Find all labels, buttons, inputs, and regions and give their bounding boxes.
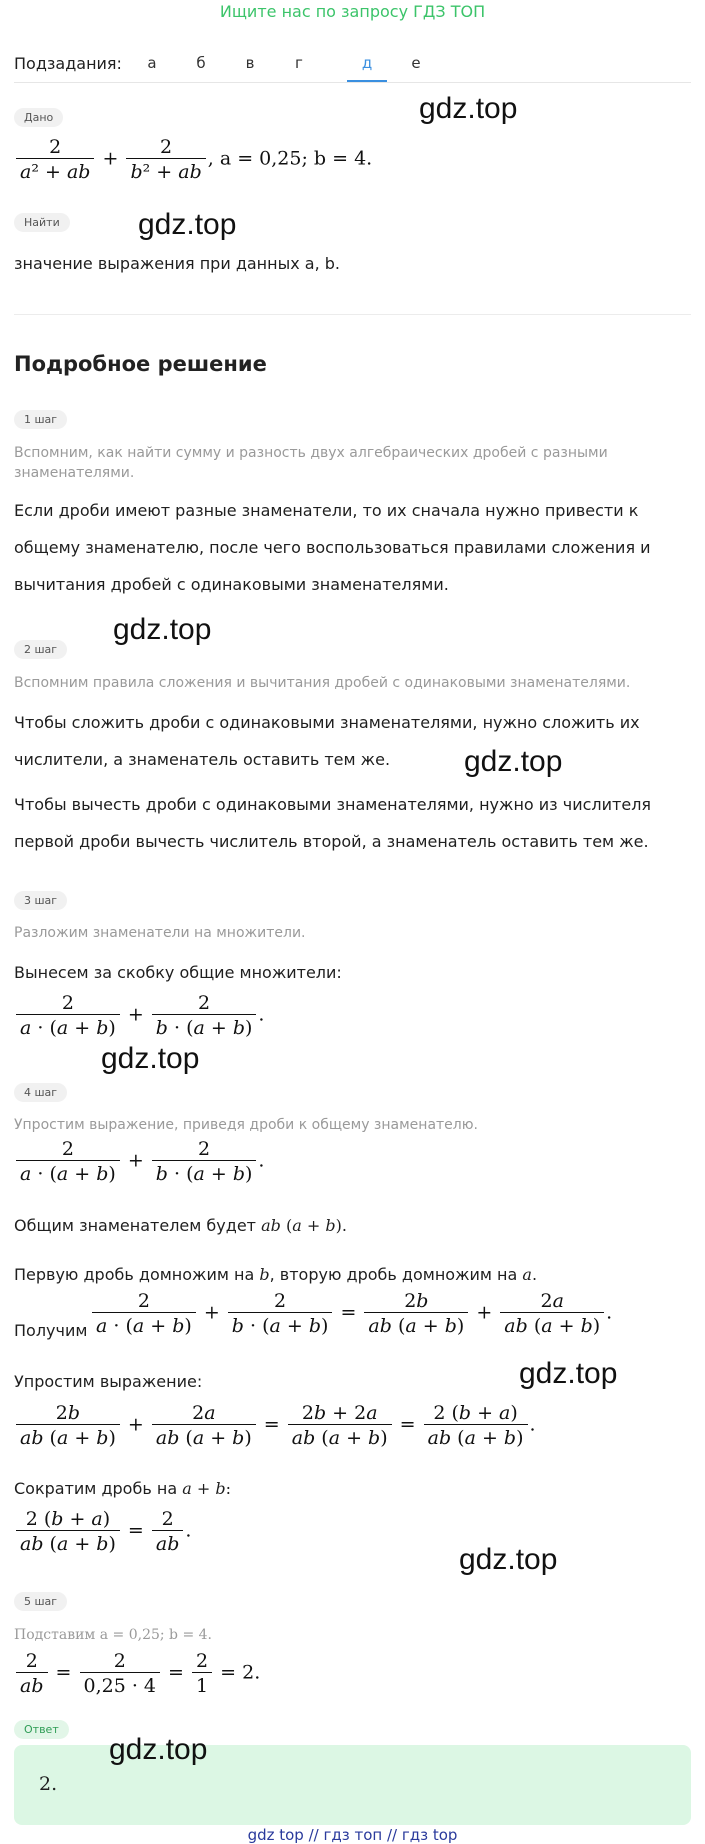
tab-a[interactable]: а <box>147 54 157 72</box>
solution-title: Подробное решение <box>14 352 267 376</box>
tab-v[interactable]: в <box>245 54 255 72</box>
step-4-formula-2: $\frac{2}{a \cdot (a + b)}$ + $\frac{2}{b \cdot (a + b)}$ = $\frac{2b}{ab (a + b)}$ + $\frac{2a}{ab (a + b)}$ . <box>90 1290 612 1337</box>
step-4-formula-1: $\frac{2}{a \cdot (a + b)}$ + $\frac{2}{b \cdot (a + b)}$ . <box>14 1138 264 1185</box>
watermark: gdz.top <box>138 208 237 241</box>
step-3-line-1: Вынесем за скобку общие множители: <box>14 963 342 982</box>
step-1-line-3: вычитания дробей с одинаковыми знаменателями. <box>14 575 449 594</box>
tab-d[interactable]: д <box>347 54 387 82</box>
given-pill: Дано <box>14 108 63 127</box>
subtasks-label: Подзадания: <box>14 54 122 73</box>
step-2-line-4: первой дроби вычесть числитель второй, а знаменатель оставить тем же. <box>14 832 649 851</box>
find-text: значение выражения при данных a, b. <box>14 254 341 273</box>
step-2-line-3: Чтобы вычесть дроби с одинаковыми знаменателями, нужно из числителя <box>14 795 652 814</box>
step-1-line-1: Если дроби имеют разные знаменатели, то их сначала нужно привести к <box>14 501 639 520</box>
watermark: gdz.top <box>113 613 212 646</box>
answer-pill: Ответ <box>14 1720 69 1739</box>
watermark: gdz.top <box>419 92 518 125</box>
step-1-line-2: общему знаменателю, после чего воспользоваться правилами сложения и <box>14 538 651 557</box>
step-2-line-2: числители, а знаменатель оставить тем же. <box>14 750 391 769</box>
step-1-hint: Вспомним, как найти сумму и разность двух алгебраических дробей с разными знаменателями. <box>14 445 608 481</box>
step-2-hint: Вспомним правила сложения и вычитания дробей с одинаковыми знаменателями. <box>14 675 631 691</box>
step-4-formula-3: $\frac{2b}{ab (a + b)}$ + $\frac{2a}{ab (a + b)}$ = $\frac{2b + 2a}{ab (a + b)}$ = $\frac{2 (b + a)}{ab (a + b)}$ . <box>14 1402 536 1449</box>
step-5-formula: $\frac{2}{ab}$ = $\frac{2}{0,25 \cdot 4}$ = $\frac{2}{1}$ = 2. <box>14 1650 260 1697</box>
tab-e[interactable]: е <box>411 54 421 72</box>
step-5-hint: Подставим a = 0,25; b = 4. <box>14 1627 213 1643</box>
step-3-hint: Разложим знаменатели на множители. <box>14 925 306 941</box>
step-4-simplify-label: Упростим выражение: <box>14 1372 203 1391</box>
step-3-formula: $\frac{2}{a \cdot (a + b)}$ + $\frac{2}{b \cdot (a + b)}$ . <box>14 992 264 1039</box>
step-5-pill: 5 шаг <box>14 1592 67 1611</box>
search-banner[interactable]: Ищите нас по запросу ГДЗ ТОП <box>219 2 486 21</box>
watermark: gdz.top <box>101 1042 200 1075</box>
watermark: gdz.top <box>109 1733 208 1766</box>
tab-b[interactable]: б <box>196 54 206 72</box>
tab-g[interactable]: г <box>295 54 303 72</box>
find-pill: Найти <box>14 213 70 232</box>
step-4-result-label: Получим <box>14 1321 88 1340</box>
step-3-pill: 3 шаг <box>14 891 67 910</box>
answer-value: 2. <box>39 1773 58 1795</box>
given-params: , a = 0,25; b = 4. <box>207 147 373 170</box>
watermark: gdz.top <box>459 1543 558 1576</box>
step-2-pill: 2 шаг <box>14 640 67 659</box>
step-1-pill: 1 шаг <box>14 410 67 429</box>
step-4-reduce-label: Сократим дробь на a + b: <box>14 1479 231 1498</box>
subtasks-bar <box>14 46 691 83</box>
given-expression: $\frac{2}{\text{a² + ab}}$ + $\frac{2}{\text{b² + ab}}$ , a = 0,25; b = 4. <box>14 136 372 183</box>
footer-links[interactable]: gdz top // гдз топ // гдз top <box>247 1826 458 1844</box>
step-2-line-1: Чтобы сложить дроби с одинаковыми знаменателями, нужно сложить их <box>14 713 640 732</box>
step-4-pill: 4 шаг <box>14 1083 67 1102</box>
step-4-hint: Упростим выражение, приведя дроби к общему знаменателю. <box>14 1117 478 1133</box>
step-4-multiply: Первую дробь домножим на b, вторую дробь домножим на a. <box>14 1265 538 1284</box>
step-4-common-denominator: Общим знаменателем будет ab (a + b). <box>14 1216 347 1235</box>
watermark: gdz.top <box>519 1357 618 1390</box>
step-4-formula-4: $\frac{2 (b + a)}{ab (a + b)}$ = $\frac{2}{ab}$ . <box>14 1508 191 1555</box>
divider <box>14 314 691 315</box>
watermark: gdz.top <box>464 745 563 778</box>
